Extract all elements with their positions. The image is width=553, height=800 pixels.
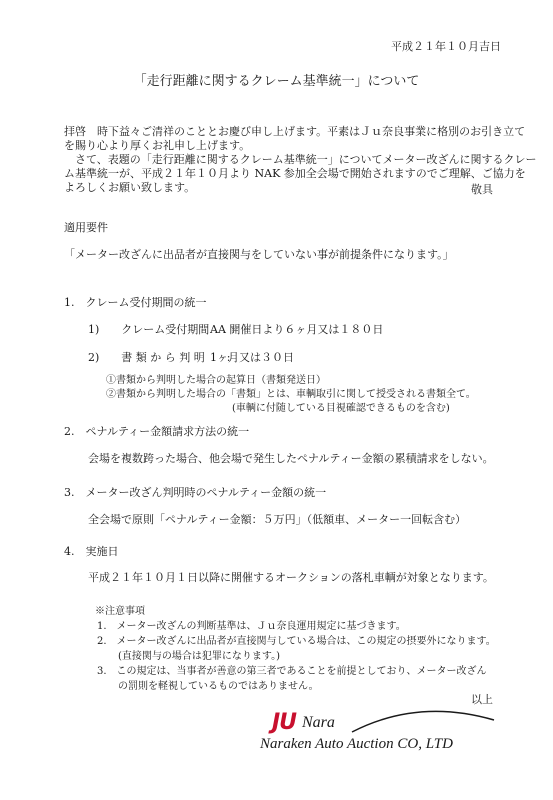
body-line: よろしくお願い致します。 [64,181,196,194]
section-3-text: 全会場で原則「ペナルティー金額：５万円」（低額車、メーター一回転含む） [88,513,467,526]
section-1-item-2-label: 2) 書 類 か ら 判 明 : [88,351,231,364]
notes-title: ※注意事項 [95,606,145,617]
section-1-heading: 1. クレーム受付期間の統一 [64,296,207,309]
logo-company-name: Naraken Auto Auction CO, LTD [260,736,453,752]
company-logo [260,706,500,782]
section-4-heading: 4. 実施日 [64,545,119,558]
note-item-3: 3. この規定は、当事者が善意の第三者であることを前提としており、メーター改ざん [97,666,487,677]
logo-ju-mark: JU [272,710,297,735]
section-4-text: 平成２１年１０月１日以降に開催するオークションの落札車輌が対象となります。 [88,571,494,584]
body-line: さて、表題の「走行距離に関するクレーム基準統一」についてメーター改ざんに関するクレー [64,153,537,166]
note-item-1: 1. メーター改ざんの判断基準は、Ｊｕ奈良運用規定に基づきます。 [97,621,406,632]
greeting-paragraph [64,125,537,195]
requirement-label: 適用要件 [64,221,108,234]
note-item-2-sub: (直接関与の場合は犯罪になります。) [118,651,281,662]
note-item-2: 2. メーター改ざんに出品者が直接関与している場合は、この規定の摂要外になります。 [97,636,496,647]
section-1-note-3: (車輌に付随している目視確認できるものを含む) [232,403,450,414]
section-1-note-1: ①書類から判明した場合の起算日（書類発送日） [106,375,326,386]
requirement-text: 「メーター改ざんに出品者が直接関与をしていない事が前提条件になります。」 [64,248,454,261]
body-line: 拝啓 時下益々ご清祥のこととお慶び申し上げます。平素はＪｕ奈良事業に格別のお引き立て [64,125,526,138]
closing-keigu: 敬具 [471,183,493,196]
closing-ijou: 以上 [471,693,493,706]
document-title: 「走行距離に関するクレーム基準統一」について [133,74,420,89]
section-1-item-2-value: 1ヶ月又は３０日 [210,351,294,364]
note-item-3-sub: の罰則を軽視しているものではありません。 [118,681,319,692]
document-date: 平成２１年１０月吉日 [391,40,501,53]
logo-swoosh-icon [348,706,498,740]
section-1-note-2: ②書類から判明した場合の「書類」とは、車輌取引に関して授受される書類全て。 [106,389,476,400]
logo-nara-text: Nara [302,714,335,731]
section-2-text: 会場を複数跨った場合、他会場で発生したペナルティー金額の累積請求をしない。 [88,452,494,465]
section-1-item-1-label: 1) クレーム受付期間 : [88,323,235,336]
body-line: ム基準統一が、平成２１年１０月より NAK 参加全会場で開始されますのでご理解、ご協力を [64,167,526,180]
section-1-item-1-value: AA 開催日より６ヶ月又は１８０日 [210,323,384,336]
body-line: を賜り心より厚くお礼申し上げます。 [64,139,251,152]
section-3-heading: 3. メーター改ざん判明時のペナルティー金額の統一 [64,486,327,499]
section-2-heading: 2. ペナルティー金額請求方法の統一 [64,425,250,438]
